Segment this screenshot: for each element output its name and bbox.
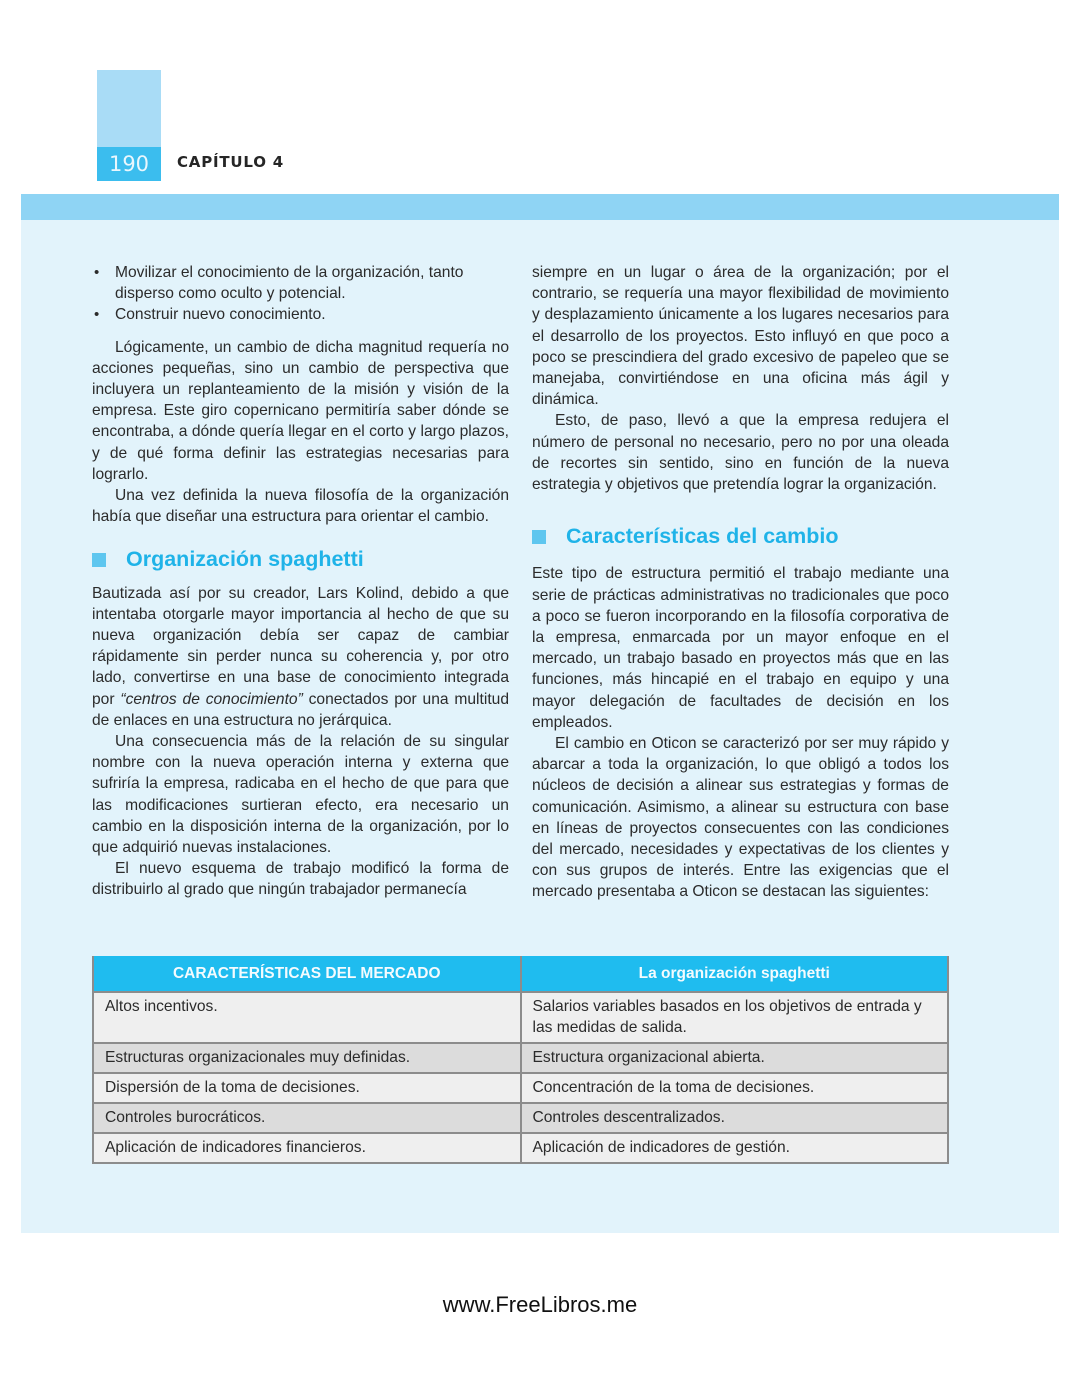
text-run: conectados por una multitud de enlaces en una estructura no jerárquica. [92,690,509,729]
bullet-item: • Construir nuevo conocimiento. [92,304,509,325]
table-row [93,992,948,1043]
bullet-item: • Movilizar el conocimiento de la organización, tanto disperso como oculto y potencial. [92,262,509,304]
section-heading-text: Características del cambio [566,524,839,549]
column-header: CARACTERÍSTICAS DEL MERCADO [93,956,521,992]
comparison-table [92,956,949,1164]
text-run: Bautizada así por su creador, Lars Kolind, debido a que intentaba otorgarle mayor importancia al hecho de que su nueva organización debía ser capaz de cambiar rápidamente sin perder nunca su coherencia y, por otro lado, convertirse en una base de conocimiento integrada por [92,584,509,708]
italic-term: “centros de conocimiento” [120,690,303,708]
section-intro-paragraph: Este tipo de estructura permitió el trabajo mediante una serie de prácticas administrativas no tradicionales que poco a poco se fueron incorporando en la filosofía corporativa de la empresa, enmarcada por un mayor enfoque en el mercado, un trabajo basado en proyectos más que en las funciones, más hincapié en el trabajo en equipo y una mayor delegación de facultades de decisión en los empleados. [532,565,949,731]
table-cell: Altos incentivos. [93,992,521,1043]
section-heading-text: Organización spaghetti [126,547,364,572]
left-column [92,262,509,901]
paragraph: Esto, de paso, llevó a que la empresa redujera el número de personal no necesario, pero no por una oleada de recortes sin sentido, sino en función de la nueva estrategia y objetivos que pretendía lograr la organización. [532,412,949,494]
page-tab-decoration [97,70,161,147]
watermark-link[interactable]: www.FreeLibros.me [442,1292,638,1317]
table-cell: Concentración de la toma de decisiones. [521,1073,949,1103]
table-cell: Aplicación de indicadores financieros. [93,1133,521,1163]
paragraph: Una vez definida la nueva filosofía de la organización había que diseñar una estructura para orientar el cambio. [92,487,509,526]
square-bullet-icon [92,553,106,567]
section-heading-organizacion-spaghetti [92,549,509,570]
continuation-paragraph: siempre en un lugar o área de la organización; por el contrario, se requería una mayor flexibilidad de movimiento y desplazamiento únicamente a los lugares necesarios para el desarrollo de los proyectos. Esto influyó en que poco a poco se prescindiera del grado excesivo de papeleo que se manejaba, convirtiéndose en una oficina más ágil y dinámica. [532,264,949,409]
right-column [532,262,949,903]
table-cell: Controles descentralizados. [521,1103,949,1133]
table-cell: Salarios variables basados en los objetivos de entrada y las medidas de salida. [521,992,949,1043]
paragraph: Lógicamente, un cambio de dicha magnitud requería no acciones pequeñas, sino un cambio de perspectiva que incluyera un replanteamiento de la misión y visión de la empresa. Este giro copernicano permitiría saber dónde se encontraba, a dónde quería llegar en el corto y largo plazos, y de qué forma definir las estrategias necesarias para lograrlo. [92,338,509,483]
square-bullet-icon [532,530,546,544]
table-cell: Dispersión de la toma de decisiones. [93,1073,521,1103]
table-row [93,1073,948,1103]
table-row [93,1103,948,1133]
table-row [93,1043,948,1073]
section-heading-caracteristicas-del-cambio [532,526,949,547]
bullet-list [92,262,509,326]
column-header: La organización spaghetti [521,956,949,992]
table-row [93,1133,948,1163]
header-band [21,194,1059,220]
table-cell: Estructura organizacional abierta. [521,1043,949,1073]
paragraph: El cambio en Oticon se caracterizó por ser muy rápido y abarcar a toda la organización, lo que obligó a todos los núcleos de decisión a alinear sus estrategias y formas de comunicación. Asimismo, a alinear su estructura con base en líneas de proyectos consecuentes con las condiciones del mercado, necesidades y expectativas de los clientes y con sus grupos de interés. Entre las exigencias que el mercado presentaba a Oticon se destacan las siguientes: [532,735,949,901]
page-number: 190 [97,147,161,181]
table-cell: Estructuras organizacionales muy definidas. [93,1043,521,1073]
table-header-row [93,956,948,992]
chapter-label: CAPÍTULO 4 [177,153,285,171]
paragraph: Una consecuencia más de la relación de su singular nombre con la nueva operación interna y externa que sufriría la empresa, radicaba en el hecho de que para que las modificaciones surtieran efecto, era necesario un cambio en la disposición interna de la organización, por lo que adquirió nuevas instalaciones. [92,733,509,857]
table-cell: Aplicación de indicadores de gestión. [521,1133,949,1163]
paragraph: El nuevo esquema de trabajo modificó la forma de distribuirlo al grado que ningún trabajador permanecía [92,860,509,899]
table-cell: Controles burocráticos. [93,1103,521,1133]
section-intro-paragraph [92,583,509,731]
